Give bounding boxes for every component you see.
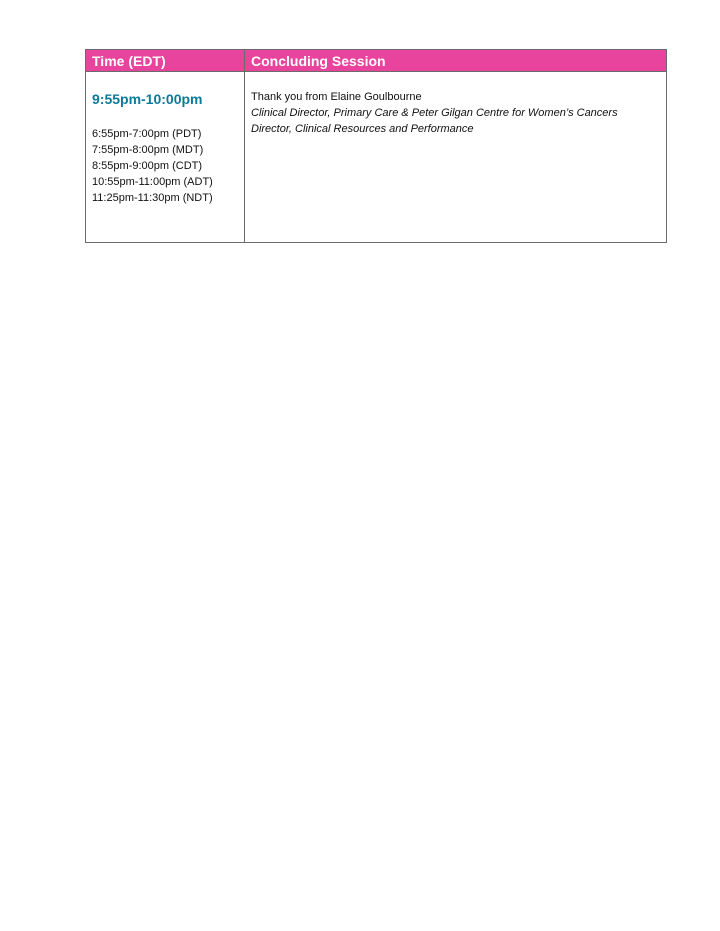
time-column-header: Time (EDT) — [86, 50, 245, 72]
speaker-title-line-2: Director, Clinical Resources and Performance — [251, 123, 474, 135]
time-ndt: 11:25pm-11:30pm (NDT) — [92, 192, 213, 204]
speaker-line: Thank you from Elaine Goulbourne — [251, 91, 422, 103]
time-mdt: 7:55pm-8:00pm (MDT) — [92, 144, 204, 156]
time-cdt: 8:55pm-9:00pm (CDT) — [92, 160, 203, 172]
schedule-table — [85, 49, 667, 243]
time-cell — [86, 72, 245, 243]
session-cell — [245, 72, 667, 243]
table-row — [86, 72, 667, 243]
table-header-row — [86, 50, 667, 72]
time-pdt: 6:55pm-7:00pm (PDT) — [92, 128, 202, 140]
speaker-title-line-1: Clinical Director, Primary Care & Peter Gilgan Centre for Women’s Cancers — [251, 107, 618, 119]
time-adt: 10:55pm-11:00pm (ADT) — [92, 176, 213, 188]
main-time-edt: 9:55pm-10:00pm — [92, 91, 203, 107]
session-column-header: Concluding Session — [245, 50, 667, 72]
